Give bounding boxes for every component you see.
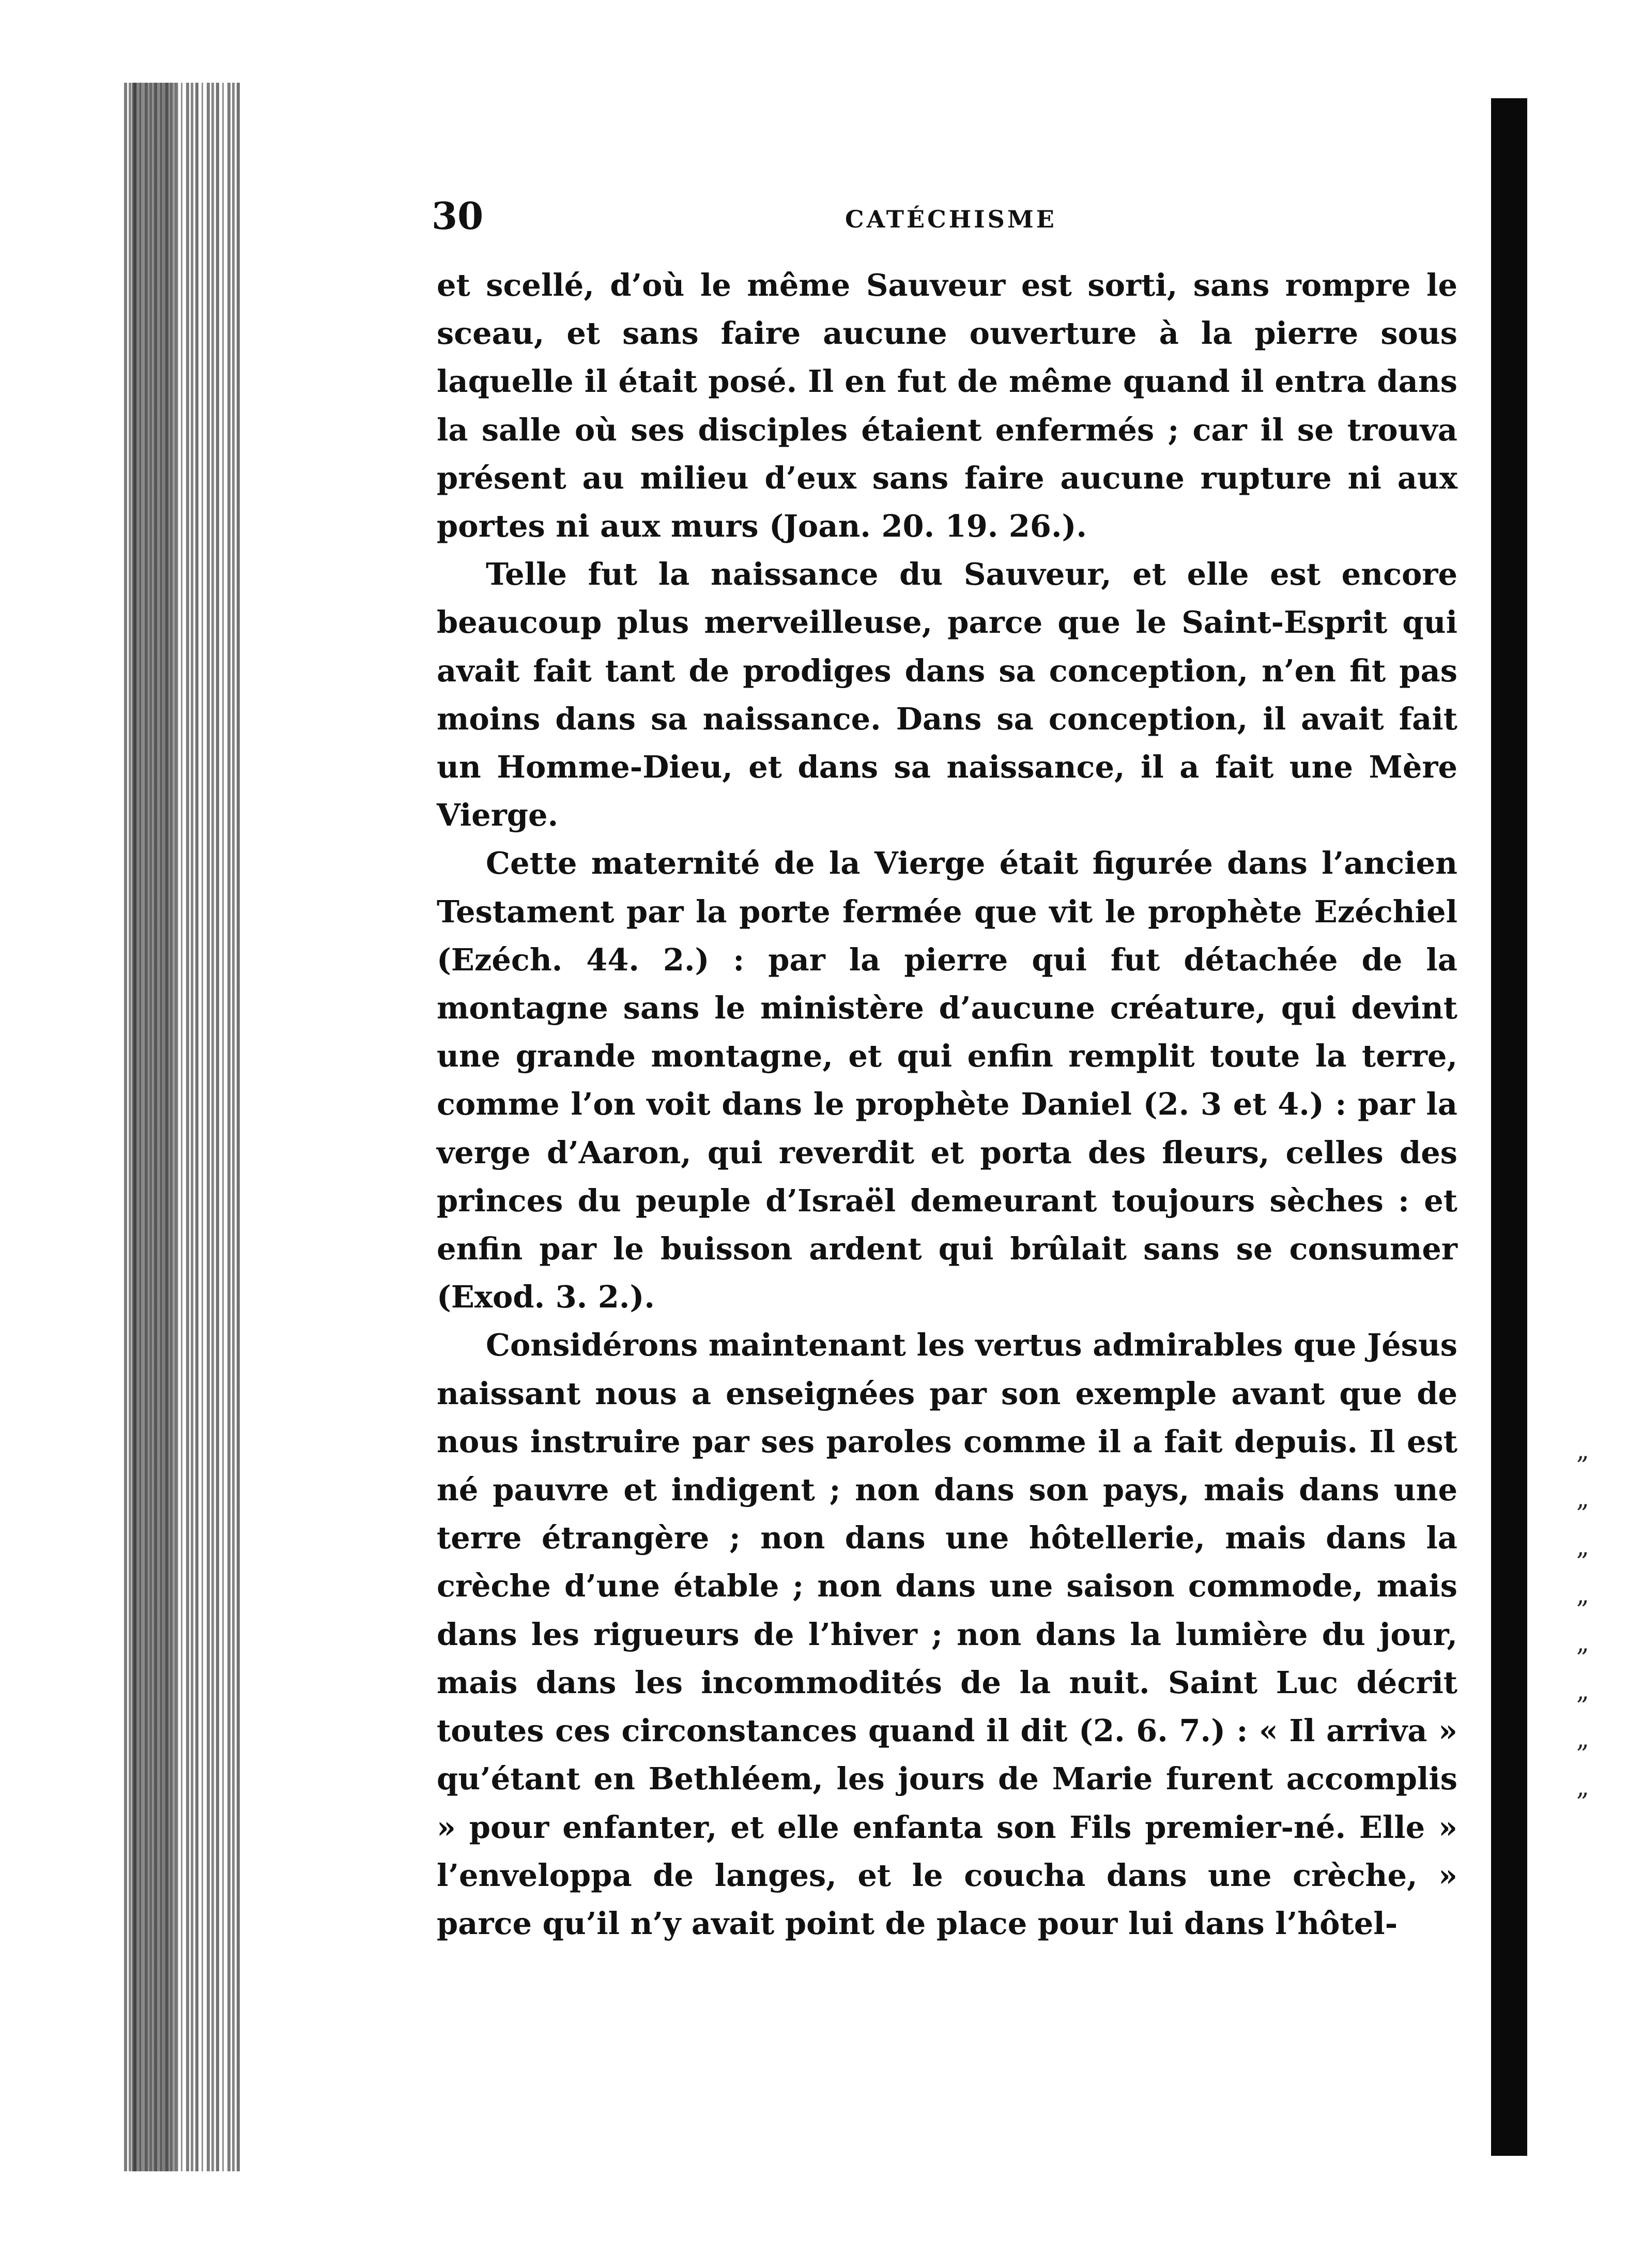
- margin-mark: „: [1576, 1677, 1589, 1706]
- margin-mark: „: [1576, 1436, 1589, 1465]
- page-number: 30: [432, 194, 484, 238]
- margin-mark: „: [1576, 1725, 1589, 1754]
- body-text: [437, 261, 1457, 1947]
- margin-mark: „: [1576, 1628, 1589, 1657]
- binding-shadow: [132, 83, 178, 2171]
- page-header: [432, 194, 1465, 251]
- paragraph: et scellé, d’où le même Sauveur est sorti, sans rompre le sceau, et sans faire aucune ouverture à la pierre sous laquelle il était posé. Il en fut de même quand il entra dans la salle où ses disciples étaient enfermés ; car il se trouva présent au milieu d’eux sans faire aucune rupture ni aux portes ni aux murs (Joan. 20. 19. 26.).: [437, 267, 1457, 544]
- margin-mark: „: [1576, 1580, 1589, 1609]
- margin-quote-marks: [1576, 1427, 1607, 1812]
- margin-mark: „: [1576, 1484, 1589, 1513]
- margin-mark: „: [1576, 1532, 1589, 1561]
- right-margin-bar: [1491, 98, 1527, 2156]
- paragraph: Considérons maintenant les vertus admirables que Jésus naissant nous a enseignées par son exemple avant que de nous instruire par ses paroles comme il a fait depuis. Il est né pauvre et indigent ; non dans son pays, mais dans une terre étrangère ; non dans une hôtellerie, mais dans la crèche d’une étable ; non dans une saison commode, mais dans les rigueurs de l’hiver ; non dans la lumière du jour, mais dans les incommodités de la nuit. Saint Luc décrit toutes ces circonstances quand il dit (2. 6. 7.) : « Il arriva » qu’étant en Bethléem, les jours de Marie furent accomplis » pour enfanter, et elle enfanta son Fils premier-né. Elle » l’enveloppa de langes, et le coucha dans une crèche, » parce qu’il n’y avait point de place pour lui dans l’hôtel-: [437, 1327, 1457, 1941]
- margin-mark: „: [1576, 1773, 1589, 1802]
- running-title: CATÉCHISME: [845, 205, 1057, 233]
- paragraph: Telle fut la naissance du Sauveur, et elle est encore beaucoup plus merveilleuse, parce que le Saint-Esprit qui avait fait tant de prodiges dans sa conception, n’en fit pas moins dans sa naissance. Dans sa conception, il avait fait un Homme-Dieu, et dans sa naissance, il a fait une Mère Vierge.: [437, 556, 1457, 833]
- paragraph: Cette maternité de la Vierge était figurée dans l’ancien Testament par la porte fermée que vit le prophète Ezéchiel (Ezéch. 44. 2.) : par la pierre qui fut détachée de la montagne sans le ministère d’aucune créature, qui devint une grande montagne, et qui enfin remplit toute la terre, comme l’on voit dans le prophète Daniel (2. 3 et 4.) : par la verge d’Aaron, qui reverdit et porta des fleurs, celles des princes du peuple d’Israël demeurant toujours sèches : et enfin par le buisson ardent qui brûlait sans se consumer (Exod. 3. 2.).: [437, 845, 1457, 1315]
